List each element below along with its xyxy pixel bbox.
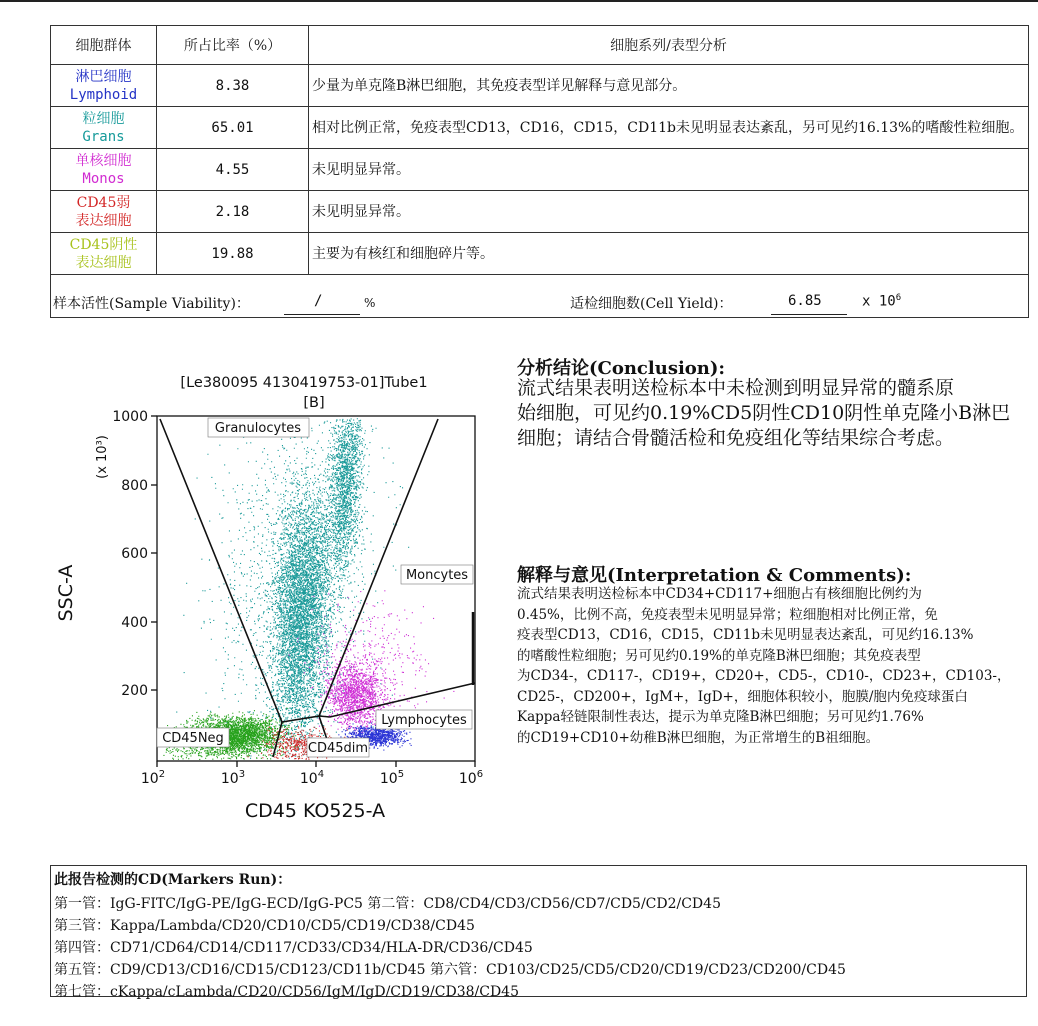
interpretation-line: 的嗜酸性粒细胞；另可见约0.19%的单克隆B淋巴细胞；其免疫表型 (517, 647, 921, 664)
header-percent: 所占比率（%） (157, 26, 309, 65)
table-row (51, 65, 1029, 107)
svg-text:Granulocytes: Granulocytes (214, 421, 302, 436)
conclusion-line: 流式结果表明送检标本中未检测到明显异常的髓系原 (517, 377, 955, 399)
viability-underline (284, 314, 360, 315)
yield-label: 适检细胞数(Cell Yield)： (570, 296, 733, 312)
population-percent: 4.55 (157, 149, 309, 191)
flow-cytometry-plot (40, 365, 490, 835)
interpretation-line: 0.45%，比例不高，免疫表型未见明显异常；粒细胞相对比例正常，免 (517, 606, 938, 623)
population-percent: 8.38 (157, 65, 309, 107)
x-tick-label: $10^5$ (379, 769, 405, 787)
interpretation-line: 为CD34-，CD117-，CD19+，CD20+，CD5-，CD10-，CD23+，CD103-， (517, 668, 1011, 684)
yield-value: 6.85 (788, 293, 822, 309)
conclusion-body (517, 376, 1037, 451)
viability-unit: % (364, 296, 376, 310)
yield-unit: x $10^6$ (862, 293, 902, 310)
x-tick-label: $10^3$ (220, 769, 246, 787)
x-ticks (141, 761, 483, 787)
table-row (51, 233, 1029, 275)
y-ticks (112, 409, 157, 699)
y-tick-label: 600 (121, 546, 148, 562)
gate-label-cd45neg (157, 728, 229, 747)
markers-line: 第五管：CD9/CD13/CD16/CD15/CD123/CD11b/CD45 第六管：CD103/CD25/CD5/CD20/CD19/CD23/CD200/CD45 (54, 962, 846, 978)
markers-box (50, 865, 1027, 1000)
population-name-cn: CD45阴性 (69, 236, 138, 253)
population-analysis: 主要为有核红和细胞碎片等。 (309, 233, 1029, 275)
svg-text:Lymphocytes: Lymphocytes (381, 713, 467, 728)
svg-text:CD45Neg: CD45Neg (162, 731, 224, 746)
y-tick-label: 1000 (112, 409, 148, 425)
y-tick-label: 200 (121, 683, 148, 699)
interpretation-body (517, 584, 1037, 748)
gate-lines (160, 419, 475, 757)
population-percent: 2.18 (157, 191, 309, 233)
y-axis-label: SSC-A (55, 564, 77, 622)
population-analysis: 相对比例正常，免疫表型CD13，CD16，CD15，CD11b未见明显表达紊乱，另可见约16.13%的嗜酸性粒细胞。 (309, 107, 1029, 149)
plot-title-line2: [B] (303, 395, 325, 411)
population-percent: 19.88 (157, 233, 309, 275)
population-name-cn: 淋巴细胞 (75, 68, 132, 85)
gate-label-granulocytes (208, 418, 309, 437)
x-tick-label: $10^6$ (458, 769, 484, 787)
markers-line: 第三管：Kappa/Lambda/CD20/CD10/CD5/CD19/CD38/CD45 (54, 918, 475, 934)
viability-value: / (314, 293, 323, 309)
interpretation-line: 流式结果表明送检标本中CD34+CD117+细胞占有核细胞比例约为 (517, 586, 922, 602)
table-row (51, 149, 1029, 191)
header-population: 细胞群体 (51, 26, 157, 65)
population-name-cn: 粒细胞 (82, 110, 125, 127)
viability-label: 样本活性(Sample Viability)： (53, 296, 250, 312)
population-name-en: Grans (82, 128, 125, 145)
y-tick-label: 400 (121, 615, 148, 631)
yield-underline (771, 314, 847, 315)
population-name (51, 107, 157, 149)
population-analysis: 未见明显异常。 (309, 149, 1029, 191)
population-name-en: Monos (82, 170, 125, 187)
population-table (50, 25, 1029, 318)
population-name-cn: 单核细胞 (75, 152, 132, 169)
conclusion-line: 始细胞，可见约0.19%CD5阴性CD10阴性单克隆小B淋巴 (517, 402, 1011, 424)
conclusion-line: 细胞；请结合骨髓活检和免疫组化等结果综合考虑。 (517, 427, 955, 449)
x-tick-label: $10^2$ (140, 769, 166, 787)
table-body (51, 65, 1029, 275)
population-percent: 65.01 (157, 107, 309, 149)
x-tick-label: $10^4$ (299, 769, 325, 787)
gate-label-lymphocytes (376, 710, 472, 729)
gate-label-monocytes (401, 565, 473, 584)
interpretation-heading: 解释与意见(Interpretation & Comments): (517, 565, 912, 586)
event-scatter (159, 418, 454, 760)
conclusion-heading: 分析结论(Conclusion): (517, 358, 726, 379)
population-name (51, 191, 157, 233)
interpretation-line: 疫表型CD13，CD16，CD15，CD11b未见明显表达紊乱，可见约16.13% (517, 627, 974, 643)
population-name-en: 表达细胞 (75, 212, 132, 229)
y-tick-label: 800 (121, 478, 148, 494)
plot-title-line1: [Le380095 4130419753-01]Tube1 (180, 375, 428, 391)
y-axis-unit: (x 10³) (95, 435, 110, 479)
population-analysis: 未见明显异常。 (309, 191, 1029, 233)
header-analysis: 细胞系列/表型分析 (309, 26, 1029, 65)
interpretation-line: 的CD19+CD10+幼稚B淋巴细胞，为正常增生的B祖细胞。 (517, 729, 880, 746)
x-axis-label: CD45 KO525-A (244, 800, 386, 822)
svg-text:Moncytes: Moncytes (405, 568, 469, 583)
markers-heading: 此报告检测的CD(Markers Run)： (54, 872, 292, 888)
population-name-en: 表达细胞 (75, 254, 132, 271)
population-analysis: 少量为单克隆B淋巴细胞，其免疫表型详见解释与意见部分。 (309, 65, 1029, 107)
markers-line: 第四管：CD71/CD64/CD14/CD117/CD33/CD34/HLA-DR/CD36/CD45 (54, 940, 533, 956)
population-name-en: Lymphoid (69, 86, 138, 103)
interpretation-line: Kappa轻链限制性表达，提示为单克隆B淋巴细胞；另可见约1.76% (517, 709, 924, 725)
table-header-row (51, 26, 1029, 65)
gate-label-cd45dim (307, 738, 369, 757)
interpretation-line: CD25-，CD200+，IgM+，IgD+，细胞体积较小，胞膜/胞内免疫球蛋白 (517, 688, 968, 705)
table-row (51, 191, 1029, 233)
population-name-cn: CD45弱 (76, 194, 131, 211)
population-name (51, 65, 157, 107)
table-row (51, 107, 1029, 149)
population-name (51, 233, 157, 275)
svg-text:CD45dim: CD45dim (307, 741, 369, 756)
population-name (51, 149, 157, 191)
markers-line: 第一管：IgG-FITC/IgG-PE/IgG-ECD/IgG-PC5 第二管：CD8/CD4/CD3/CD56/CD7/CD5/CD2/CD45 (54, 896, 721, 912)
markers-line: 第七管：cKappa/cLambda/CD20/CD56/IgM/IgD/CD19/CD38/CD45 (54, 984, 519, 1000)
top-rule (0, 0, 1038, 2)
